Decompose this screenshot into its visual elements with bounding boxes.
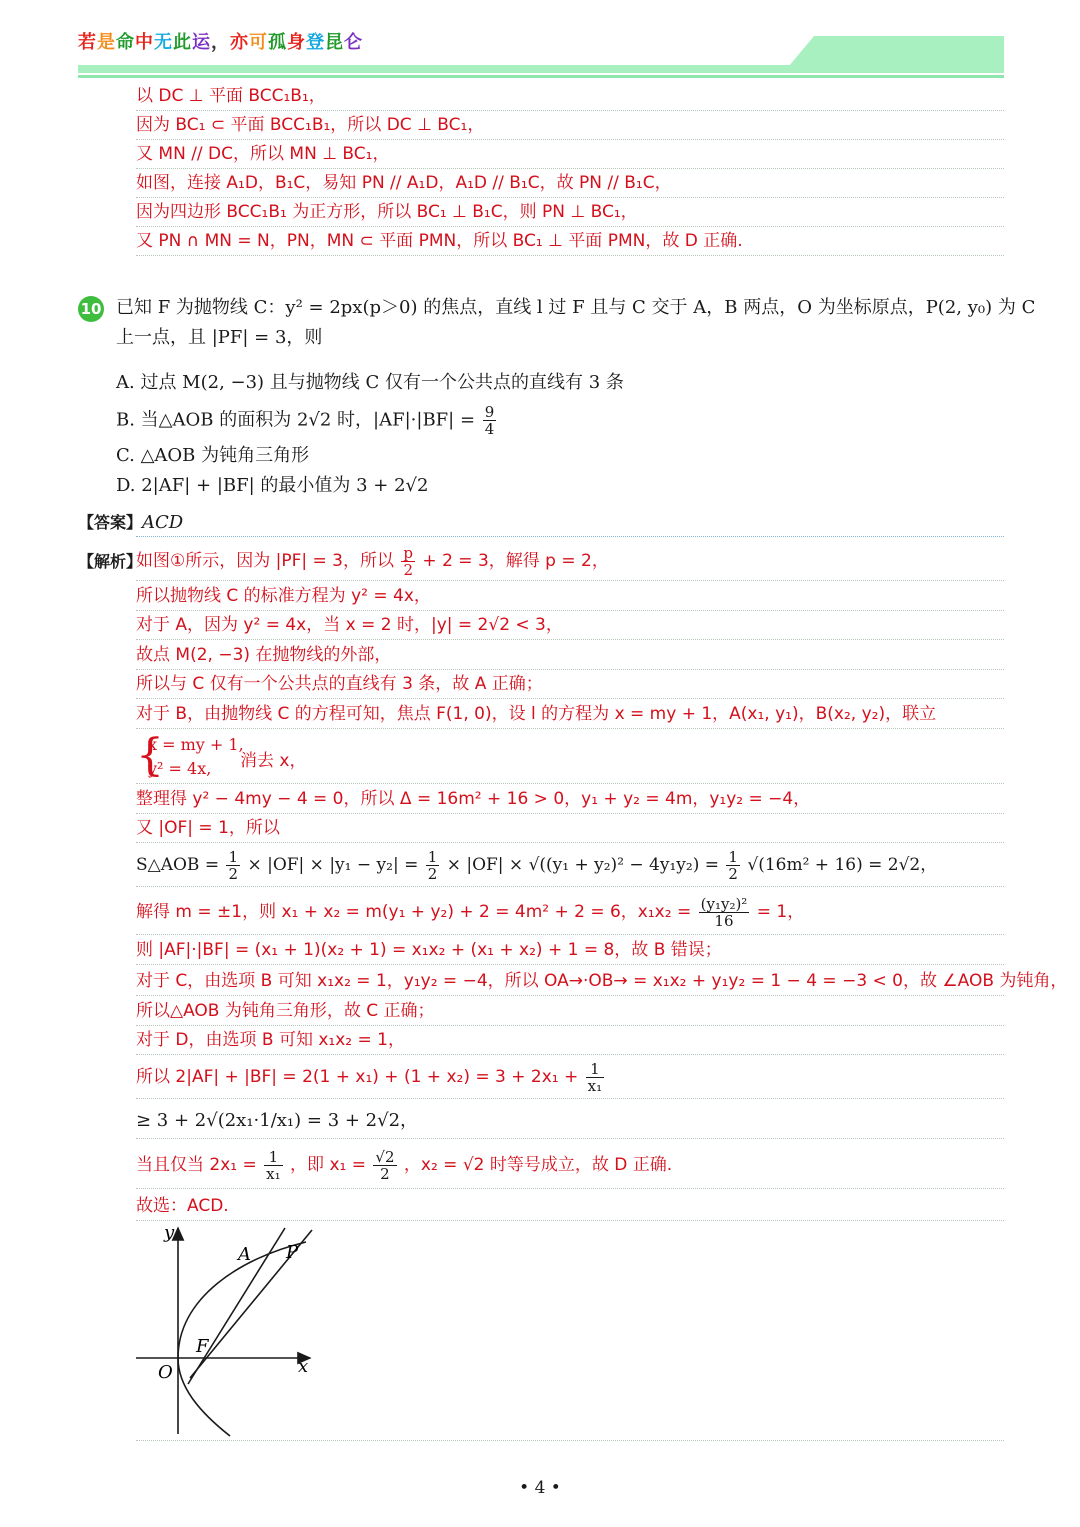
motto-char-13: 昆 [325,32,344,53]
area-formula-line [136,844,1004,887]
answer-tag: 【答案】 [78,513,143,532]
one-over-x1-fraction [586,1061,604,1094]
analysis-line-1 [136,542,1004,581]
half-den-2: 2 [427,865,438,883]
option-d: D. 2|AF| + |BF| 的最小值为 3 + 2√2 [116,475,429,496]
system-eq-1: x = my + 1, [148,735,244,754]
prev-line-3: 又 MN // DC，所以 MN ⊥ BC₁， [136,140,1004,169]
area-formula-part-b: × |OF| × |y₁ − y₂| = [247,855,419,875]
analysis-line-7: 整理得 y² − 4my − 4 = 0，所以 Δ = 16m² + 16 > 0，y₁ + y₂ = 4m，y₁y₂ = −4， [136,785,1004,814]
prev-line-4: 如图，连接 A₁D，B₁C，易知 PN // A₁D，A₁D // B₁C，故 PN // B₁C， [136,169,1004,198]
analysis-line-5: 所以与 C 仅有一个公共点的直线有 3 条，故 A 正确； [136,670,1004,699]
analysis-line-12: 对于 C，由选项 B 可知 x₁x₂ = 1，y₁y₂ = −4，所以 OA→·OB→ = x₁x₂ + y₁y₂ = 1 − 4 = −3 < 0，故 ∠AOB 为钝角， [136,967,1004,996]
half-den-1: 2 [228,865,239,883]
question-stem-line-1: 已知 F 为抛物线 C：y² = 2px(p＞0) 的焦点，直线 l 过 F 且与 C 交于 A，B 两点，O 为坐标原点，P(2, y₀) 为 C [116,297,1036,318]
label-o: O [158,1362,173,1383]
root2-over-2-fraction [373,1149,396,1182]
answer-row [78,510,183,533]
frac3-num: √2 [375,1147,395,1166]
motto-char-10: 孤 [268,32,287,53]
area-formula-part-c: × |OF| × √((y₁ + y₂)² − 4y₁y₂) = [446,855,719,875]
prev-line-5: 因为四边形 BCC₁B₁ 为正方形，所以 BC₁ ⊥ B₁C，则 PN ⊥ BC₁， [136,198,1004,227]
motto-char-12: 登 [306,32,325,53]
y1y2-den: 16 [714,911,734,930]
analysis-line-13: 所以△AOB 为钝角三角形，故 C 正确； [136,997,1004,1026]
option-b-fraction-num: 9 [484,403,495,421]
analysis-line-11: 则 |AF|·|BF| = (x₁ + 1)(x₂ + 1) = x₁x₂ + (x₁ + x₂) + 1 = 8，故 B 错误； [136,936,1004,965]
system-brace: { [136,730,164,781]
system-note: 消去 x， [240,751,307,771]
analysis-line-18: 故选：ACD. [136,1192,1004,1221]
analysis-line-6: 对于 B，由抛物线 C 的方程可知，焦点 F(1, 0)，设 l 的方程为 x = my + 1，A(x₁, y₁)，B(x₂, y₂)，联立 [136,700,1004,729]
analysis-line-10 [136,890,1004,935]
analysis-line-14: 对于 D，由选项 B 可知 x₁x₂ = 1， [136,1026,1004,1055]
analysis-line-17 [136,1142,1004,1189]
line-through-a [188,1228,285,1384]
analysis-line-10-text: 解得 m = ±1，则 x₁ + x₂ = m(y₁ + y₂) + 2 = 4m² + 2 = 6，x₁x₂ = [136,902,692,922]
half-den-3: 2 [728,865,738,883]
motto-char-14: 仑 [344,32,363,53]
option-c: C. △AOB 为钝角三角形 [116,445,310,466]
parabola-lower [178,1358,230,1436]
option-b-fraction [483,404,497,437]
motto-char-3: 中 [135,32,154,53]
motto-char-1: 是 [97,32,116,53]
y1y2-squared-fraction [699,896,750,929]
analysis-line-4: 故点 M(2, −3) 在抛物线的外部， [136,641,1004,670]
analysis-line-16: ≥ 3 + 2√(2x₁·1/x₁) = 3 + 2√2， [136,1104,1004,1139]
option-b-text: B. 当△AOB 的面积为 2√2 时，|AF|·|BF| = [116,409,476,431]
parabola-figure [130,1218,330,1440]
p-over-2-den: 2 [403,560,413,579]
half-fraction-3 [726,849,740,882]
analysis-line-17-text-c: ，x₂ = √2 时等号成立，故 D 正确. [403,1155,673,1175]
question-number-badge: 10 [78,296,104,322]
analysis-line-17-text-b: ，即 x₁ = [290,1155,366,1175]
motto-char-2: 命 [116,32,135,53]
analysis-line-1-text: 如图①所示，因为 |PF| = 3，所以 [136,551,394,571]
motto-char-6: 运 [192,32,211,53]
header-rule [78,65,1004,73]
half-num-2: 1 [427,848,438,866]
answer-divider [136,536,1004,537]
analysis-line-8: 又 |OF| = 1，所以 [136,814,1004,843]
one-over-x1-fraction-2 [264,1149,282,1182]
label-x: x [298,1356,309,1377]
label-p: P [286,1242,299,1263]
half-fraction-2 [426,849,440,882]
prev-line-1: 以 DC ⊥ 平面 BCC₁B₁， [136,82,1004,111]
half-num-1: 1 [228,848,239,866]
motto-char-0: 若 [78,32,97,53]
half-fraction-1 [226,849,240,882]
area-formula-part-d: √(16m² + 16) = 2√2， [747,855,938,875]
analysis-line-2: 所以抛物线 C 的标准方程为 y² = 4x， [136,582,1004,611]
header-rule-thin [78,75,1004,78]
motto-char-5: 此 [173,32,192,53]
page-number: • 4 • [519,1478,561,1498]
analysis-line-10-tail: = 1， [756,902,805,922]
analysis-line-15-text: 所以 2|AF| + |BF| = 2(1 + x₁) + (1 + x₂) = 3 + 2x₁ + [136,1067,579,1087]
one-over-x1-den: x₁ [587,1076,603,1095]
question-stem-line-2: 上一点，且 |PF| = 3，则 [116,327,323,348]
header-motto [78,28,363,54]
p-over-2-fraction [401,545,415,578]
label-y: y [164,1222,175,1243]
system-divider [136,783,1004,784]
option-a: A. 过点 M(2, −3) 且与抛物线 C 仅有一个公共点的直线有 3 条 [116,372,624,393]
area-formula-part-a: S△AOB = [136,855,220,875]
motto-char-4: 无 [154,32,173,53]
prev-line-6: 又 PN ∩ MN = N，PN，MN ⊂ 平面 PMN，所以 BC₁ ⊥ 平面 PMN，故 D 正确. [136,227,1004,256]
y1y2-num: (y₁y₂)² [700,894,748,913]
figure-divider [136,1440,1004,1441]
answer-value: ACD [142,512,184,533]
label-a: A [238,1244,251,1265]
motto-char-9: 可 [249,32,268,53]
prev-line-2: 因为 BC₁ ⊂ 平面 BCC₁B₁，所以 DC ⊥ BC₁， [136,111,1004,140]
frac3-den: 2 [380,1164,390,1183]
frac2-den: x₁ [266,1164,281,1183]
analysis-line-17-text-a: 当且仅当 2x₁ = [136,1155,257,1175]
system-eq-2: y² = 4x, [148,759,212,778]
motto-char-7: ， [211,32,230,53]
one-over-x1-num: 1 [586,1061,604,1078]
analysis-line-15 [136,1056,1004,1099]
motto-char-8: 亦 [230,32,249,53]
motto-char-11: 身 [287,32,306,53]
option-b-fraction-den: 4 [484,420,495,438]
frac2-num: 1 [264,1149,282,1166]
option-b [116,404,498,437]
analysis-tag: 【解析】 [78,552,143,571]
analysis-line-1-tail: + 2 = 3，解得 p = 2， [422,551,609,571]
label-f: F [196,1336,209,1357]
analysis-line-3: 对于 A，因为 y² = 4x，当 x = 2 时，|y| = 2√2 < 3， [136,611,1004,640]
p-over-2-num: p [403,543,414,562]
page-header [78,28,1004,82]
half-num-3: 1 [728,848,738,866]
